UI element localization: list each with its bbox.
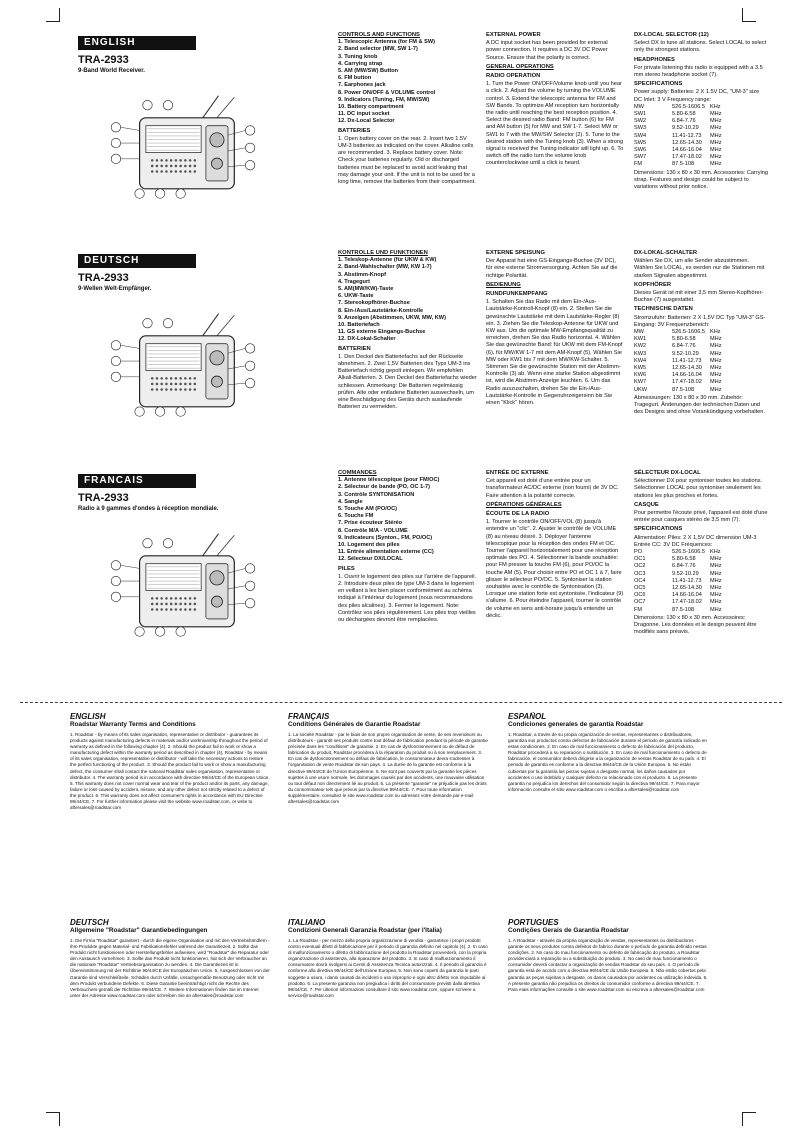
spec-row: KW4 11.41-12.73 MHz: [634, 357, 722, 364]
dx-heading: DX-LOKAL-SCHALTER: [634, 250, 698, 256]
power-text: A DC input socket has been provided for external power connection. It requires a DC 3V DC Power Source. Ensure that the polarity is correct.: [486, 40, 608, 61]
warranty-language: DEUTSCH: [70, 918, 109, 927]
spec-row: OC6 14.66-16.04 MHz: [634, 592, 722, 599]
warranty-text: 1. La société Roadstar - par le biais de son propre organisation de vente, de ses revendeurs ou distributeurs - garantit ses produits contre tout défaut de fabrication pendant la période de garantie précisée dans les "conditions" de garantie. 2. En cas de dysfonctionnement ou de défaut de fabrication du produit, Roadstar procédera à la réparation du produit ou à son remplacement. 3. En cas de dysfonctionnement ou défaut de fabrication, le consommateur devra s'adresser à l'organisation de vente Roadstar de son pays. 4. La durée de la garantie est conforme à la directive 99/44/CE de l'Union Européenne. 5. Ne sont pas couverts par la garantie les pièces sujettes à une usure normale, les dommages causés par des accidents, une mauvaise utilisation ou tout défaut non directement lié au produit. 6. La présente "garantie" ne préjudicie pas les droits du consommateur tels que prévus par la directive 99/44/CE. 7. Pour toute information supplémentaire, consultez le site www.roadstar.com ou adressez votre demande par e-mail aftersales@roadstar.com: [288, 732, 488, 805]
spec-row: KW7 17.47-18.02 MHz: [634, 379, 722, 386]
specs-intro: Stromzufuhr: Batterien: 2 X 1,5V DC Typ "UM-3" GS-Eingang: 3V Frequenzbereich:: [634, 314, 766, 328]
control-item: 7. Stereokopfhörer-Buchse: [338, 300, 410, 307]
spec-row: OC3 9.52-10.29 MHz: [634, 570, 722, 577]
control-item: 2. Band selector (MW, SW 1-7): [338, 46, 418, 53]
manual-section-2: [78, 468, 768, 678]
specs-footer: Dimensions: 130 x 80 x 30 mm. Accessories: Carrying strap. Features and design could be subject to variations without prior notice.: [634, 169, 768, 191]
control-item: 3. Tuning knob: [338, 53, 378, 60]
control-item: 9. Anzeigen (Abstimmen, UKW, MW, KW): [338, 314, 446, 321]
controls-heading: CONTROLS AND FUNCTIONS: [338, 32, 420, 38]
model-name: TRA-2933: [78, 54, 129, 66]
control-item: 12. Sélecteur DX/LOCAL: [338, 556, 403, 563]
model-subtitle: 9-Wellen Welt-Empfänger.: [78, 286, 152, 292]
manual-section-0: [78, 30, 768, 240]
warranty-block: [288, 918, 488, 1108]
spec-row: KW3 9.52-10.29 MHz: [634, 350, 722, 357]
control-item: 10. Logement des piles: [338, 542, 400, 549]
control-item: 1. Telescopic Antenna (for FM & SW): [338, 39, 435, 46]
control-item: 12. DX-Lokal-Schalter: [338, 336, 396, 343]
language-tab: DEUTSCH: [78, 254, 196, 268]
warranty-block: [288, 712, 488, 902]
radio-operation-heading: ÉCOUTE DE LA RADIO: [486, 511, 550, 518]
language-tab: ENGLISH: [78, 36, 196, 50]
power-text: Der Apparat hat eine GS-Eingangs-Buchse (3V DC), für eine externe Stromversorgung. Achten Sie auf die richtige Polarität.: [486, 258, 618, 279]
warranty-block: [508, 712, 708, 902]
control-item: 8. Power ON/OFF & VOLUME control: [338, 89, 436, 96]
operations-heading: BEDIENUNG: [486, 281, 521, 288]
batteries-text: 1. Den Deckel des Batteriefachs auf der Rückseite abnehmen. 2. Zwei 1,5V Batterien des Typs UM-3 ins Batteriefach richtig gepolt einlegen. Wir empfehlen Alkali-Batterien. 3. Den Deckel des Batteriefachs wieder schliessen. Anmerkung: Die Batterien regelmässig prüfen. Alte oder entladene Batterien auswechseln, um eine Beschädigung des Geräts durch auslaufende Batterien zu vermeiden.: [338, 353, 477, 411]
crop-mark-bottom-right: [742, 1112, 756, 1126]
spec-row: KW2 6.84-7.76 MHz: [634, 343, 722, 350]
spec-row: OC5 12.65-14.30 MHz: [634, 585, 722, 592]
warranty-language: ESPAÑOL: [508, 712, 547, 721]
controls-column: [338, 30, 478, 240]
manual-section-1: [78, 248, 768, 458]
crop-mark-top-right: [742, 8, 756, 22]
spec-row: KW1 5.80-6.58 MHz: [634, 336, 722, 343]
specs-footer: Dimensions: 130 x 80 x 30 mm. Accessoires: Dragonne. Les données et le design peuvent être modifiés sans préavis.: [634, 614, 757, 636]
operations-heading: GENERAL OPERATIONS: [486, 63, 554, 70]
warranty-text: 1. Roadstar, a través de su propia organización de ventas, representantes o distribuidores, garantiza sus productos contra defectos de fabricación durante el periodo de garantía indicado en estas condiciones. 2. En caso de mal funcionamiento o defecto de fabricación del producto, Roadstar procederá a su reparación o sustitución. 3. En caso de mal funcionamiento o defecto de fabricación, el consumidor deberá dirigirse a la organización de ventas Roadstar de su país. 4. El periodo de garantía es conforme a la directiva 99/44/CE de la Unión Europea. 5. No están cubiertas por la garantía las piezas sujetas a desgaste normal, los daños causados por accidentes o uso indebido y cualquier defecto no relacionado con el producto. 6. La presente garantía no perjudica los derechos del consumidor según la directiva 99/44/CE. 7. Para mayor información consulte el sitio www.roadstar.com o escriba a aftersales@roadstar.com: [508, 732, 707, 792]
control-item: 7. Earphones jack: [338, 82, 386, 89]
warranty-title: Condiciones generales de garantía Roadstar: [508, 721, 644, 728]
control-item: 11. DC input socket: [338, 111, 390, 118]
radio-illustration: [108, 310, 258, 420]
control-item: 2. Sélecteur de bande (PO, OC 1-7): [338, 484, 431, 491]
control-item: 11. Entrée alimentation externe (CC): [338, 549, 434, 556]
control-item: 4. Carrying strap: [338, 60, 383, 67]
control-item: 6. Touche FM: [338, 513, 374, 520]
controls-heading: KONTROLLE UND FUNKTIONEN: [338, 250, 428, 256]
power-heading: EXTERNE SPEISUNG: [486, 250, 545, 256]
warranty-language: FRANÇAIS: [288, 712, 330, 721]
control-item: 9. Indicateurs (Synton., FM, PO/OC): [338, 534, 433, 541]
spec-row: SW3 9.52-10.29 MHz: [634, 125, 722, 132]
dx-text: Select DX to tune all stations. Select LOCAL to select only the strongest stations.: [634, 40, 767, 54]
specs-column: [634, 468, 768, 678]
operation-text: 1. Turn the Power ON/OFF/Volume knob until you hear a click. 2. Adjust the volume by turning the VOLUME control. 3. Extend the telescopic antenna for FM and SW Bands. To optimize AM reception turn horizontally the radio until reaching the best reception position. 4. Select the desired radio Band: FM button (6) for FM and AM button (5) for MW and SW 1-7. Select MW or SW1 to 7 with the MW/SW Selector (2). 5. Tune to the desired station with the Tuning knob (3). When a strong signal is received the Tuning indicator will light up. 6. To switch off the radio turn the volume knob counterclockwise until a click is heard.: [486, 81, 624, 167]
control-item: 3. Abstimm-Knopf: [338, 271, 386, 278]
warranty-title: Conditions Générales de Garantie Roadstar: [288, 721, 421, 728]
crop-mark-top-left: [46, 8, 60, 22]
operation-text: 1. Schalten Sie das Radio mit dem Ein-/Aus-Lautstärke-Kontroll-Knopf (8) ein. 2. Stellen Sie die gewünschte Lautstärke mit dem Lautstärke-Regler (8) ein. 3. Ziehen Sie die Teleskop-Antenne für UKW und KW aus. Um die optimale MW-Empfangsqualität zu erreichen, drehen Sie das Radio horizontal. 4. Wählen Sie das gewünschte Band: für UKW mit dem FM-Knopf (6), für MW/KW 1-7 mit dem AM-Knopf (5). Wählen Sie MW oder KW1 bis 7 mit dem MW/KW-Schalter. 5. Stimmen Sie die gewünschte Station mit der Abstimm-Kontrolle (3) ab. Wenn eine starke Station abgestimmt ist, wird die Abstimm-Anzeige leuchten. 6. Um das Radio auszuschalten, drehen Sie die Ein-/Aus-Lautstärke-Kontrolle in Gegenuhrzeigersinn bis Sie einen "Klick" hören.: [486, 299, 623, 407]
warranty-title: Condições Gerais de Garantia Roadstar: [508, 927, 629, 934]
specs-heading: TECHNISCHE DATEN: [634, 306, 693, 313]
controls-column: [338, 248, 478, 458]
operation-column: [486, 468, 624, 678]
control-item: 1. Teleskop-Antenne (für UKW & KW): [338, 257, 437, 264]
specs-column: [634, 248, 768, 458]
control-item: 4. Sangle: [338, 498, 363, 505]
radio-operation-heading: RADIO OPERATION: [486, 73, 541, 80]
spec-row: UKW 87.5-108 MHz: [634, 386, 722, 393]
crop-mark-bottom-left: [46, 1112, 60, 1126]
control-item: 11. GS externe Eingangs-Buchse: [338, 329, 426, 336]
control-item: 9. Indicators (Tuning, FM, MW/SW): [338, 96, 430, 103]
spec-row: SW5 12.65-14.30 MHz: [634, 139, 722, 146]
control-item: 3. Contrôle SYNTONISATION: [338, 491, 415, 498]
power-heading: EXTERNAL POWER: [486, 32, 541, 38]
spec-row: KW5 12.65-14.30 MHz: [634, 365, 722, 372]
batteries-heading: BATTERIEN: [338, 345, 371, 352]
spec-row: SW6 14.66-16.04 MHz: [634, 147, 722, 154]
spec-row: SW4 11.41-12.73 MHz: [634, 132, 722, 139]
specs-footer: Abmessungen: 130 x 80 x 30 mm. Zubehör: Tragegurt. Änderungen der technischen Daten und des Designs sind ohne Vorankündigung vorbehalten.: [634, 394, 765, 416]
spec-row: KW6 14.66-16.04 MHz: [634, 372, 722, 379]
model-subtitle: Radio à 9 gammes d'ondes à réception mondiale.: [78, 506, 219, 512]
warranty-language: ENGLISH: [70, 712, 106, 721]
radio-operation-heading: RUNDFUNKEMPFANG: [486, 291, 548, 298]
dx-heading: SÉLECTEUR DX-LOCAL: [634, 470, 701, 476]
model-subtitle: 9-Band World Receiver.: [78, 68, 145, 74]
warranty-text: 1. Roadstar - by means of its sales organisation, representative or distributor - guarantees its products against manufacturing defects in materials and/or workmanship throughout the period of warranty as defined in the following chapter (4). 2. Should the product fail to work or show a manufacturing defect within the warranty period as described in chapter (4), Roadstar - by means of its sales organisation, representative or distributor - will take the necessary actions to restore the perfect functioning of the product. 3. Should the product fail to work or show a manufacturing defect, the consumer shall contact the national Roadstar sales organisation, representative or distributor. 4. The warranty period is in accordance with directive 99/44/CE of the European Union. 5. This warranty does not cover normal wear and tear of the product and/or its parts, any damage, failure or loss caused by accident, misuse, and any other defect not strictly related to a defect of the product. 6. This warranty does not affect consumer's rights in accordance with EU Directive 99/44/CE. 7. For further information please visit the website www.roadstar.com, or write to aftersales@roadstar.com: [70, 732, 270, 811]
headphones-text: For private listening this radio is equipped with a 3.5 mm stereo headphone socket (7).: [634, 64, 763, 79]
control-item: 2. Band-Wahlschalter (MW, KW 1-7): [338, 264, 432, 271]
spec-row: PO 526.5-1606.5 KHz: [634, 549, 721, 556]
warranty-language: PORTUGUES: [508, 918, 559, 927]
spec-row: SW7 17.47-18.02 MHz: [634, 154, 722, 161]
headphones-heading: HEADPHONES: [634, 56, 675, 63]
dx-text: Wählen Sie DX, um alle Sender abzustimmen. Wählen Sie LOCAL, es werden nur die Stationen mit starken Signalen abgestimmt.: [634, 258, 765, 279]
power-heading: ENTRÉE DC EXTERNE: [486, 470, 549, 476]
control-item: 6. UKW-Taste: [338, 293, 374, 300]
control-item: 8. Ein-/Aus/Lautstärke-Kontrolle: [338, 307, 424, 314]
radio-illustration: [108, 530, 258, 640]
control-item: 6. FM button: [338, 75, 372, 82]
warranty-title: Condizioni Generali Garanzia Roadstar (per l'Italia): [288, 927, 442, 934]
control-item: 1. Antenne télescopique (pour FM/OC): [338, 477, 440, 484]
batteries-heading: PILES: [338, 565, 355, 572]
control-item: 5. AM(MW/KW)-Taste: [338, 286, 394, 293]
spec-row: OC2 6.84-7.76 MHz: [634, 563, 722, 570]
spec-row: OC4 11.41-12.73 MHz: [634, 577, 722, 584]
batteries-text: 1. Ouvrir le logement des piles sur l'arrière de l'appareil. 2. Introduire deux piles de type UM-3 dans le logement en veillant à les bien placer conformément au schéma indiqué à l'intérieur du logement (nous recommandons des piles alcalines). 3. Fermer le logement. Note: Contrôlez vos piles régulièrement. Les piles trop vieilles ou déchargées devront être remplacées.: [338, 573, 477, 624]
radio-illustration: [108, 92, 258, 202]
warranty-text: 1. La Roadstar - per mezzo della propria organizzazione di vendita - garantisce i propri prodotti contro eventuali difetti di fabbricazione per il periodo di garanzia definito nel capitolo (4). 2. In caso di malfunzionamento o difetto di fabbricazione del prodotto la Roadstar provvederà, con la propria organizzazione di assistenza, alla riparazione del prodotto. 3. In caso di malfunzionamento il consumatore dovrà rivolgersi ai Centri di Assistenza Tecnica autorizzati. 4. Il periodo di garanzia è conforme alla direttiva 99/44/CE dell'Unione Europea. 5. Non sono coperti da garanzia le parti soggette a usura, i danni causati da incidenti o uso improprio e ogni altro difetto non imputabile al prodotto. 6. La presente garanzia non pregiudica i diritti del consumatore previsti dalla direttiva 99/44/CE. 7. Per ulteriori informazioni consultare il sito www.roadstar.com, oppure scrivere a service@roadstar.com: [288, 938, 488, 998]
operation-column: [486, 30, 624, 240]
model-name: TRA-2933: [78, 492, 129, 504]
operation-column: [486, 248, 624, 458]
warranty-title: Roadstar Warranty Terms and Conditions: [70, 721, 196, 728]
model-name: TRA-2933: [78, 272, 129, 284]
control-item: 10. Battery compartment: [338, 104, 404, 111]
dx-text: Sélectionner DX pour syntoniser toutes les stations. Sélectionner LOCAL pour syntoniser seulement les stations les plus proches et fortes.: [634, 478, 763, 499]
power-text: Cet appareil est doté d'une entrée pour un transformateur AC/DC externe (non fourni) de 3V DC. Faire attention à la polarité correcte.: [486, 478, 619, 499]
spec-row: MW 526.5-1606.5 KHz: [634, 329, 721, 336]
batteries-text: 1. Open battery cover on the rear. 2. Insert two 1.5V UM-3 batteries as indicated on the cover. Alkaline cells are recommended. 3. Replace battery cover. Note: Check your batteries regularly. Old or discharged batteries must be replaced to avoid acid leaking that may damage your unit. If the unit is not to be used for a long time, remove the batteries from their compartment.: [338, 135, 476, 186]
specs-heading: SPECIFICATIONS: [634, 526, 683, 533]
operations-heading: OPÉRATIONS GÉNÉRALES: [486, 501, 562, 508]
spec-row: FM 87.5-108 MHz: [634, 161, 722, 168]
warranty-block: [70, 712, 270, 902]
specs-intro: Alimentation: Piles: 2 X 1,5V DC dimension UM-3 Entrée CC: 3V DC Fréquences:: [634, 534, 757, 548]
warranty-block: [70, 918, 270, 1108]
headphones-heading: KOPFHÖRER: [634, 281, 672, 288]
control-item: 7. Prise écouteur Stéréo: [338, 520, 403, 527]
operation-text: 1. Tourner le contrôle ON/OFF/VOL (8) jusqu'à entendre un "clic". 2. Ajuster le contrôle de VOLUME (8) au niveau désiré. 3. Déployer l'antenne télescopique pour la réception des ondes FM et OC. Tourner l'appareil horizontalement pour une réception optimale des PO. 4. Sélectionner la bande souhaitée: pour FM presser la touche FM (6), pour PO/OC la touche AM (5). Pour choisir entre PO et OC 1 à 7, faire glisser le sélecteur PO/OC. 5. Syntoniser la station souhaitée avec le contrôle de Syntonisation (3). Lorsque une station forte est syntonisée, l'indicateur (9) s'allume. 6. Pour éteindre l'appareil, tourner le contrôle de volume en sens anti-horaire jusqu'à entendre un déclic.: [486, 519, 624, 619]
controls-column: [338, 468, 478, 678]
headphones-heading: CASQUE: [634, 501, 659, 508]
warranty-language: ITALIANO: [288, 918, 326, 927]
spec-row: SW2 6.84-7.76 MHz: [634, 118, 722, 125]
language-tab: FRANCAIS: [78, 474, 196, 488]
spec-row: SW1 5.80-6.58 MHz: [634, 111, 722, 118]
dx-heading: DX-LOCAL SELECTOR (12): [634, 32, 709, 38]
control-item: 8. Contrôle M/A - VOLUME: [338, 527, 408, 534]
control-item: 4. Tragegurt: [338, 278, 371, 285]
headphones-text: Dieses Gerät ist mit einer 3,5 mm Stereo-Kopfhörer-Buchse (7) ausgestattet.: [634, 290, 764, 304]
specs-intro: Power supply: Batteries: 2 X 1.5V DC, "UM-3" size DC Inlet: 3 V Frequency range:: [634, 89, 760, 103]
control-item: 5. Touche AM (PO/OC): [338, 506, 398, 513]
spec-row: FM 87.5-108 MHz: [634, 606, 722, 613]
warranty-block: [508, 918, 708, 1108]
batteries-heading: BATTERIES: [338, 127, 371, 134]
spec-row: OC1 5.80-6.58 MHz: [634, 556, 722, 563]
warranty-text: 1. Die Firma "Roadstar" garantiert - durch die eigene Organisation und mit den Vertriebshändlern - ihre Produkte gegen Material- und Fabrikationsfehler während der Garantiezeit. 2. Sollte das Produkt nicht funktionieren oder Herstellungsfehler aufweisen, wird "Roadstar" die Reparatur oder den Austausch vornehmen. 3. Sollte das Produkt nicht funktionieren, hat sich der Verbraucher an die nationale "Roadstar" Vertriebsorganisation zu wenden. 4. Die Garantiezeit ist in Übereinstimmung mit der Richtlinie 99/44/CE der Europäischen Union. 5. Ausgeschlossen von der Garantie sind Verschleißteile, Schäden durch Unfälle, unsachgemäße Benutzung oder nicht mit dem Produkt verbundene Defekte. 6. Diese Garantie beeinträchtigt nicht die Rechte des Verbrauchers gemäß der Richtlinie 99/44/CE. 7. Weitere Informationen finden Sie im Internet unter der Adresse www.roadstar.com oder schreiben Sie an aftersales@roadstar.com: [70, 938, 270, 998]
specs-column: [634, 30, 768, 240]
control-item: 5. AM (MW/SW) Button: [338, 68, 399, 75]
spec-row: OC7 17.47-18.02 MHz: [634, 599, 722, 606]
specs-heading: SPECIFICATIONS: [634, 81, 683, 88]
spec-row: MW 526.5-1606.5 KHz: [634, 103, 721, 110]
warranty-text: 1. A Roadstar - através da própria organização de vendas, representantes ou distribuidores - garante os seus produtos contra defeitos de fabrico durante o período de garantia definido nestas condições. 2. No caso do mau funcionamento ou defeito de fabricação do produto, a Roadstar providenciará a reparação ou a substituição do produto. 3. No caso de mau funcionamento o consumidor deverá contactar a organização de vendas Roadstar do seu país. 4. O período de garantia está de acordo com a directiva 99/44/CE da União Europeia. 5. Não estão cobertos pela garantia as peças sujeitas a desgaste, os danos causados por acidentes ou utilização indevida. 6. A presente garantia não prejudica os direitos do consumidor conforme a directiva 99/44/CE. 7. Para mais informações consulte o site www.roadstar.com ou escreva a aftersales@roadstar.com: [508, 938, 708, 992]
warranty-title: Allgemeine "Roadstar" Garantiebedingungen: [70, 927, 208, 934]
control-item: 12. Dx-Local Selector: [338, 118, 395, 125]
cut-line: [20, 702, 782, 703]
control-item: 10. Batteriefach: [338, 322, 380, 329]
headphones-text: Pour permettre l'écoute privé, l'appareil est doté d'une entrée pour casques stéréo de 3,5 mm (7).: [634, 510, 768, 524]
controls-heading: COMMANDES: [338, 470, 377, 476]
